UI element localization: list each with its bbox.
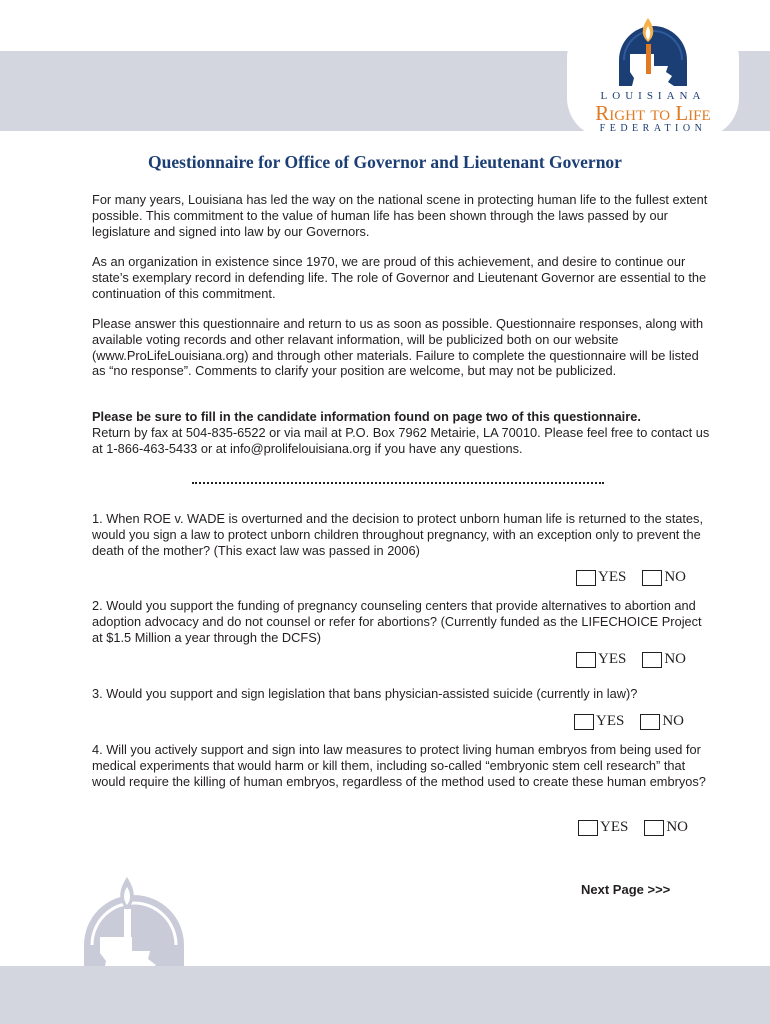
watermark-logo-icon — [80, 875, 190, 970]
footer-band — [0, 966, 770, 1024]
question-4-yes-label: YES — [600, 819, 629, 835]
logo-federation-text: FEDERATION — [599, 123, 707, 134]
question-3-yes-label: YES — [596, 713, 625, 729]
intro-paragraph-3: Please answer this questionnaire and return to us as soon as possible. Questionnaire responses, along with available voting records and other relavant information, will be publicized both on our website (www.ProLifeLouisiana.org) and through other materials. Failure to complete the questionnaire will be listed as “no response”. Comments to clarify your position are welcome, but may not be publicized. — [92, 316, 704, 379]
question-3-no-label: NO — [662, 713, 685, 729]
question-3-yes-checkbox[interactable] — [574, 714, 594, 730]
question-2-text: 2. Would you support the funding of pregnancy counseling centers that provide alternatives to abortion and adoption advocacy and do not counsel or refer for abortions? (Currently funded as the LIFECHOICE Project at $1.5 Million a year through the DCFS) — [92, 598, 702, 645]
question-2-yes-label: YES — [598, 651, 627, 667]
question-1-yes-checkbox[interactable] — [576, 570, 596, 586]
question-3-answer — [574, 713, 684, 730]
question-1-yes-label: YES — [598, 569, 627, 585]
question-4-text: 4. Will you actively support and sign into law measures to protect living human embryos from being used for medical experiments that would harm or kill them, including so-called “embryonic stem cell research” that would require the killing of human embryos, regardless of the method used to create these human embryos? — [92, 742, 706, 789]
question-3-text: 3. Would you support and sign legislation that bans physician-assisted suicide (currently in law)? — [92, 686, 638, 701]
intro-paragraph-4 — [92, 409, 712, 456]
question-2-answer — [576, 651, 686, 668]
logo-right-to-life-text: Right to Life — [595, 101, 711, 125]
question-4-yes-checkbox[interactable] — [578, 820, 598, 836]
question-2-no-label: NO — [664, 651, 687, 667]
question-4-answer — [578, 819, 688, 836]
intro-paragraph-1: For many years, Louisiana has led the way on the national scene in protecting human life to the fullest extent possible. This commitment to the value of human life has been shown through the laws passed by our legislature and signed into law by our Governors. — [92, 192, 708, 239]
question-3-no-checkbox[interactable] — [640, 714, 660, 730]
next-page-link[interactable]: Next Page >>> — [581, 882, 671, 897]
question-1-no-checkbox[interactable] — [642, 570, 662, 586]
question-1-no-label: NO — [664, 569, 687, 585]
logo-louisiana-text: LOUISIANA — [600, 90, 706, 102]
dotted-divider — [192, 482, 604, 490]
question-4-no-checkbox[interactable] — [644, 820, 664, 836]
question-2-no-checkbox[interactable] — [642, 652, 662, 668]
question-2-yes-checkbox[interactable] — [576, 652, 596, 668]
page-title: Questionnaire for Office of Governor and Lieutenant Governor — [148, 152, 622, 172]
question-1-text: 1. When ROE v. WADE is overturned and the decision to protect unborn human life is returned to the states, would you sign a law to protect unborn children throughout pregnancy, with an exception only to prevent the death of the mother? (This exact law was passed in 2006) — [92, 511, 704, 558]
louisiana-flame-logo-icon — [608, 14, 708, 96]
return-instructions: Return by fax at 504-835-6522 or via mail at P.O. Box 7962 Metairie, LA 70010. Please feel free to contact us at 1-866-463-5433 or at info@prolifelouisiana.org if you have any questions. — [92, 424, 710, 456]
intro-paragraph-2: As an organization in existence since 1970, we are proud of this achievement, and desire to continue our state’s exemplary record in defending life. The role of Governor and Lieutenant Governor are essential to the continuation of this commitment. — [92, 254, 707, 301]
candidate-info-notice: Please be sure to fill in the candidate information found on page two of this questionnaire. — [92, 409, 641, 424]
question-4-no-label: NO — [666, 819, 689, 835]
question-1-answer — [576, 569, 686, 586]
